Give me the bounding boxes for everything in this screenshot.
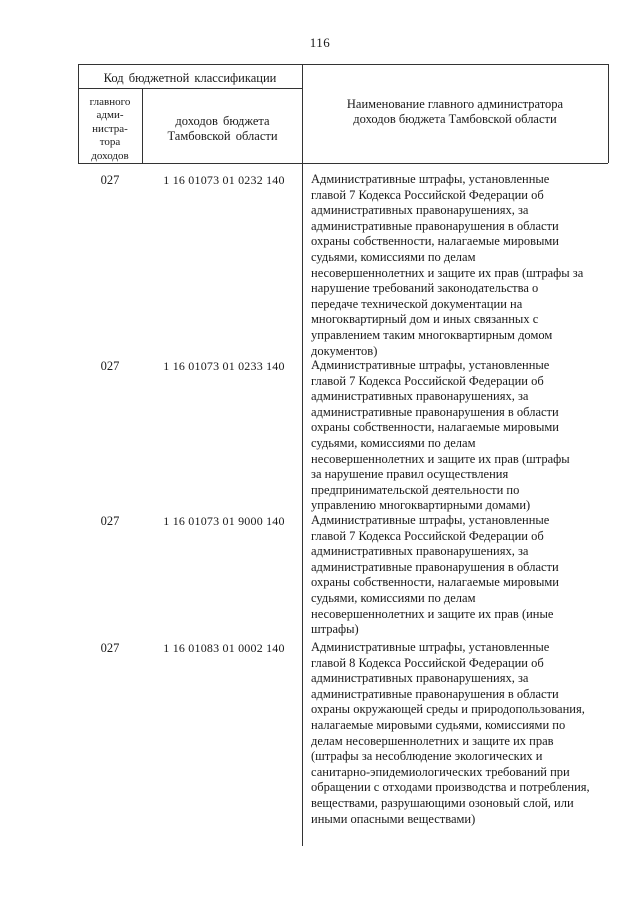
description-line: передаче технической документации на — [311, 296, 523, 311]
row-budget-code: 1 16 01073 01 0232 140 — [163, 173, 285, 187]
description-line: управлением таким многоквартирным домом — [311, 327, 553, 342]
description-line: административные правонарушения в области — [311, 686, 559, 701]
description-line: Административные штрафы, установленные — [311, 513, 550, 527]
row-admin-code: 027 — [100, 514, 120, 528]
header-name-line: Наименование главного администратора — [346, 97, 564, 111]
table-top-border — [78, 64, 608, 65]
header-admin-line: нистра- — [92, 122, 128, 135]
header-name-line: доходов бюджета Тамбовской области — [353, 112, 557, 126]
description-line: документов) — [311, 343, 378, 358]
description-line: административных правонарушениях, за — [311, 671, 529, 686]
header-code-group: Код бюджетной классификации — [103, 71, 277, 85]
column-divider-code — [302, 64, 303, 846]
header-admin-line: главного — [89, 96, 131, 108]
description-line: веществами, разрушающими озоновый слой, или — [311, 795, 574, 810]
description-line: Административные штрафы, установленные — [311, 172, 550, 186]
header-admin-line: тора — [99, 136, 121, 149]
description-line: Административные штрафы, установленные — [311, 640, 550, 654]
header-income-line: Тамбовской области — [167, 129, 278, 143]
row-admin-code: 027 — [100, 641, 120, 655]
description-line: главой 8 Кодекса Российской Федерации об — [311, 655, 544, 670]
header-admin-column — [78, 96, 142, 163]
header-name-column — [305, 97, 605, 127]
description-line: охраны собственности, налагаемые мировыми — [311, 575, 559, 590]
header-admin-line: адми- — [96, 109, 124, 122]
row-description — [311, 172, 606, 359]
description-line: несовершеннолетних и защите их прав (штрафы — [311, 451, 570, 466]
description-line: несовершеннолетних и защите их прав (иные — [311, 606, 554, 621]
description-line: судьями, комиссиями по делам — [311, 590, 476, 605]
description-line: (штрафы за несоблюдение экологических и — [311, 749, 543, 764]
header-income-column — [143, 114, 302, 144]
description-line: административные правонарушения в области — [311, 218, 559, 233]
description-line: многоквартирный дом и иных связанных с — [311, 312, 539, 327]
description-line: административных правонарушениях, за — [311, 544, 529, 559]
header-admin-line: доходов — [91, 149, 129, 162]
row-budget-code: 1 16 01083 01 0002 140 — [163, 641, 285, 655]
description-line: Административные штрафы, установленные — [311, 358, 550, 372]
header-bottom-border — [78, 163, 608, 164]
description-line: предпринимательской деятельности по — [311, 482, 520, 497]
description-line: охраны собственности, налагаемые мировыми — [311, 234, 559, 249]
row-description — [311, 358, 606, 514]
description-line: охраны собственности, налагаемые мировыми — [311, 420, 559, 435]
description-line: санитарно-эпидемиологических требований при — [311, 764, 570, 779]
page-number: 116 — [309, 35, 331, 50]
row-budget-code: 1 16 01073 01 0233 140 — [163, 359, 285, 373]
row-description — [311, 513, 606, 638]
row-budget-code: 1 16 01073 01 9000 140 — [163, 514, 285, 528]
row-description — [311, 640, 606, 827]
header-income-line: доходов бюджета — [175, 114, 270, 128]
description-line: административные правонарушения в области — [311, 559, 559, 574]
description-line: управлению многоквартирными домами) — [311, 498, 531, 513]
code-group-divider — [78, 88, 302, 89]
description-line: главой 7 Кодекса Российской Федерации об — [311, 373, 544, 388]
description-line: главой 7 Кодекса Российской Федерации об — [311, 187, 544, 202]
description-line: административные правонарушения в области — [311, 404, 559, 419]
description-line: нарушение требований законодательства о — [311, 281, 539, 296]
description-line: административных правонарушениях, за — [311, 203, 529, 218]
table-right-border — [608, 64, 609, 163]
description-line: охраны окружающей среды и природопользования, — [311, 702, 585, 717]
row-admin-code: 027 — [100, 173, 120, 187]
description-line: делам несовершеннолетних и защите их прав — [311, 733, 554, 748]
row-admin-code: 027 — [100, 359, 120, 373]
description-line: судьями, комиссиями по делам — [311, 249, 476, 264]
description-line: административных правонарушениях, за — [311, 389, 529, 404]
description-line: несовершеннолетних и защите их прав (штрафы за — [311, 265, 584, 280]
description-line: главой 7 Кодекса Российской Федерации об — [311, 528, 544, 543]
description-line: за нарушение правил осуществления — [311, 467, 509, 482]
description-line: штрафы) — [311, 622, 359, 637]
description-line: налагаемые мировыми судьями, комиссиями по — [311, 717, 566, 732]
description-line: обращении с отходами производства и потребления, — [311, 780, 590, 795]
description-line: иными опасными веществами) — [311, 811, 476, 826]
description-line: судьями, комиссиями по делам — [311, 435, 476, 450]
